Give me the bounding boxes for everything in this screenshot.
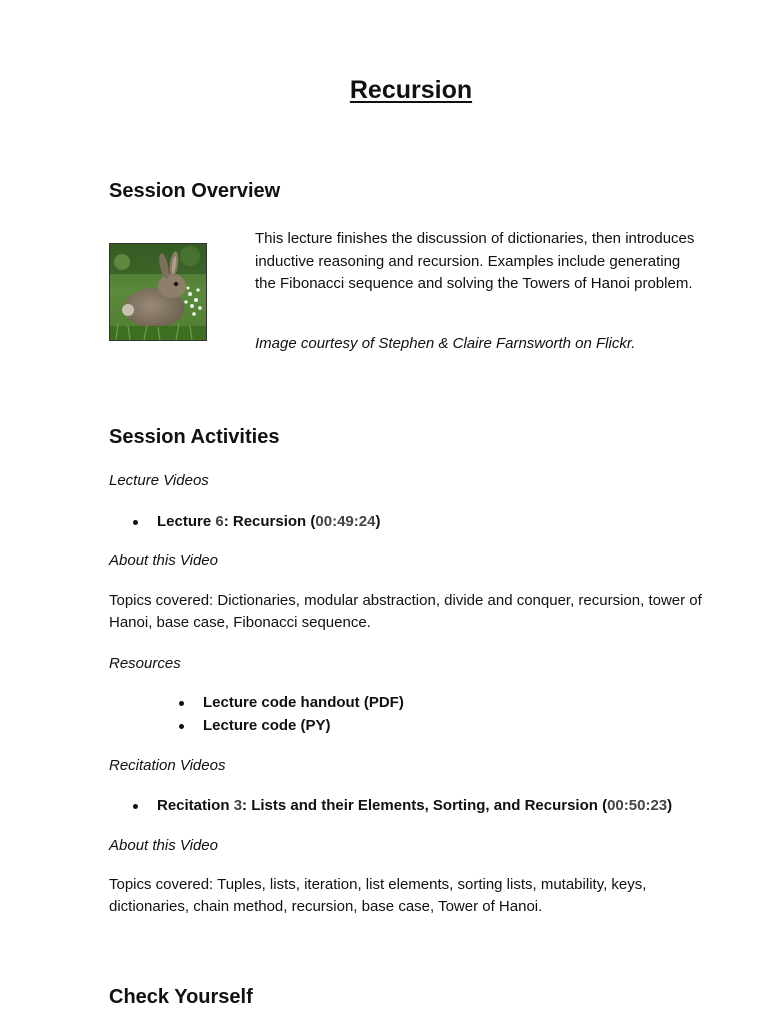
resources-list	[203, 691, 404, 737]
recitation-video-link[interactable]: Recitation 3: Lists and their Elements, Sorting, and Recursion (00:50:23)	[157, 794, 672, 817]
resource-link-code[interactable]: Lecture code (PY)	[203, 714, 404, 737]
session-overview-heading: Session Overview	[109, 180, 281, 202]
resources-label: Resources	[109, 655, 181, 672]
image-credit: Image courtesy of Stephen & Claire Farnsworth on Flickr.	[255, 335, 636, 352]
resource-link-handout[interactable]: Lecture code handout (PDF)	[203, 691, 404, 714]
rabbit-photo-svg	[110, 244, 206, 340]
recitation-videos-label: Recitation Videos	[109, 757, 226, 774]
recitation-video-list	[157, 794, 672, 817]
topics-covered-1: Topics covered: Dictionaries, modular abstraction, divide and conquer, recursion, tower of Hanoi, base case, Fibonacci sequence.	[109, 592, 702, 631]
lecture-video-list	[157, 510, 380, 533]
session-activities-heading: Session Activities	[109, 426, 280, 448]
page-title: Recursion	[349, 76, 473, 104]
about-video-label-2: About this Video	[109, 837, 218, 854]
rabbit-photo-icon	[109, 243, 207, 341]
topics-covered-2: Topics covered: Tuples, lists, iteration, list elements, sorting lists, mutability, keys, dictionaries, chain method, recursion, base case, Tower of Hanoi.	[109, 876, 647, 915]
check-yourself-heading: Check Yourself	[109, 986, 253, 1008]
lecture-videos-label: Lecture Videos	[109, 472, 209, 489]
about-video-label-1: About this Video	[109, 552, 218, 569]
lecture-video-link[interactable]: Lecture 6: Recursion (00:49:24)	[157, 510, 380, 533]
overview-text: This lecture finishes the discussion of dictionaries, then introduces inductive reasoning and recursion. Examples include generating the Fibonacci sequence and solving the Towers of Hanoi problem.	[255, 230, 695, 292]
